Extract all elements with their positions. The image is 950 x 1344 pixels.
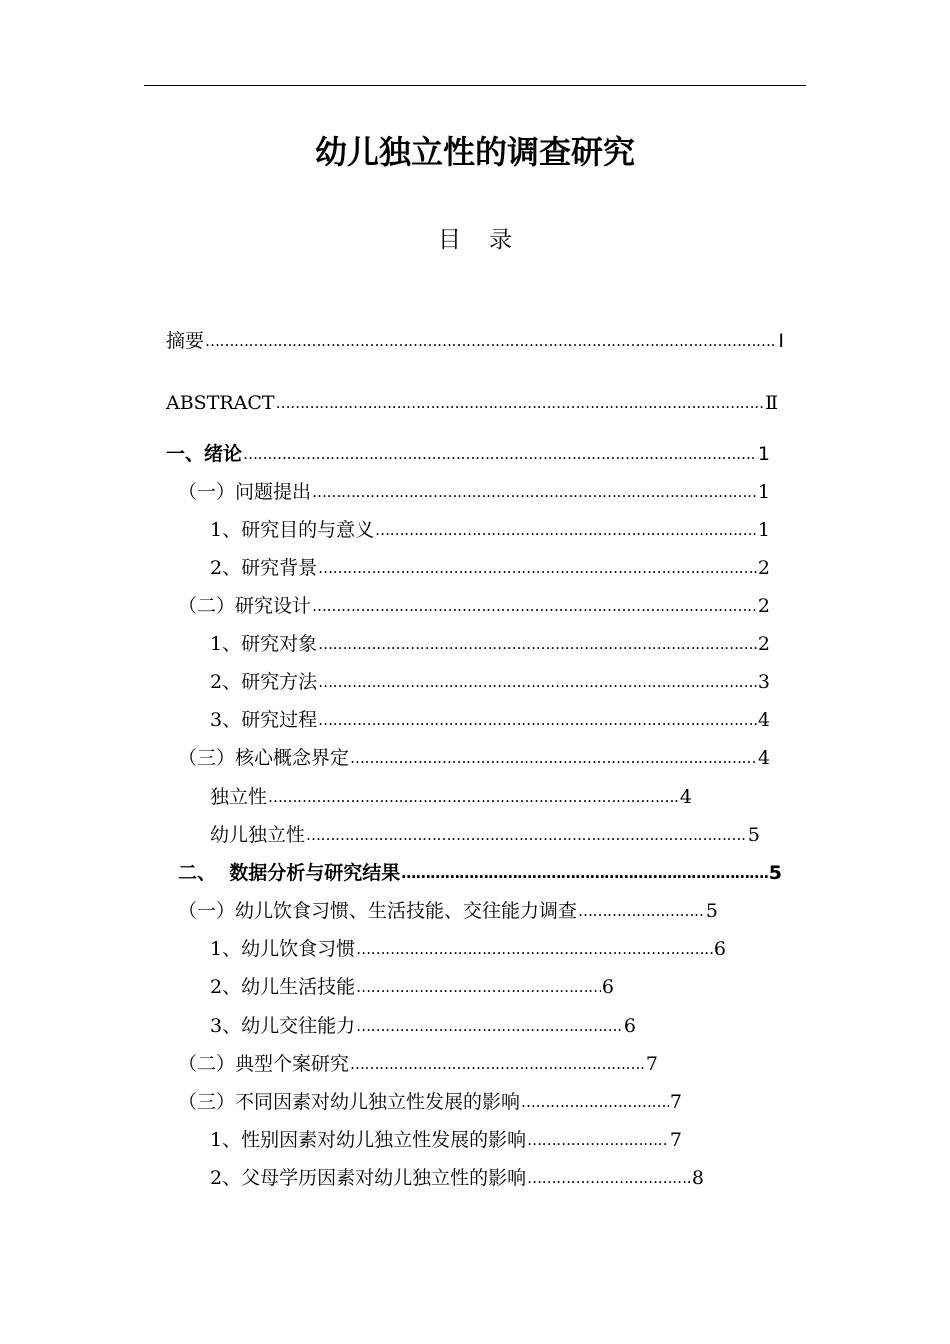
toc-entry-label: 3、研究过程 <box>210 709 318 731</box>
toc-entry-page: 3 <box>757 671 770 693</box>
toc-entry-page: 6 <box>601 976 614 998</box>
toc-entry[interactable] <box>178 743 770 773</box>
toc-entry-label: 1、研究对象 <box>210 633 318 655</box>
toc-entry-label: 摘要 <box>166 330 205 352</box>
toc-entry-label: 2、幼儿生活技能 <box>210 976 356 998</box>
toc-entry-page: 6 <box>713 938 726 960</box>
toc-entry-label: 2、研究方法 <box>210 671 318 693</box>
toc-entry[interactable] <box>210 1125 682 1155</box>
document-title: 幼儿独立性的调查研究 <box>314 133 635 171</box>
toc-entry-label: （一）问题提出 <box>178 481 312 503</box>
toc-entry-page: 7 <box>669 1129 682 1151</box>
toc-entry-label: （三）不同因素对幼儿独立性发展的影响 <box>178 1091 521 1113</box>
toc-entry-page: 1 <box>757 481 770 503</box>
dot-leader <box>527 1125 669 1155</box>
toc-entry-page: 2 <box>757 557 770 579</box>
toc-entry[interactable] <box>178 591 770 621</box>
toc-entry[interactable] <box>210 820 760 850</box>
toc-entry-page: Ⅱ <box>765 392 778 414</box>
dot-leader <box>578 896 705 926</box>
toc-entry-page: 5 <box>705 900 718 922</box>
header-rule <box>144 85 806 86</box>
toc-entry-label: （三）核心概念界定 <box>178 747 350 769</box>
toc-entry[interactable] <box>178 477 770 507</box>
dot-leader <box>318 553 757 583</box>
dot-leader <box>318 629 757 659</box>
dot-leader <box>375 515 757 545</box>
toc-entry[interactable] <box>210 972 614 1002</box>
toc-entry[interactable] <box>178 1087 682 1117</box>
toc-entry[interactable] <box>210 553 770 583</box>
dot-leader <box>312 477 757 507</box>
toc-entry[interactable] <box>210 782 692 812</box>
toc-entry-abstract-en[interactable] <box>166 388 778 418</box>
dot-leader <box>205 326 777 356</box>
toc-heading: 目录 <box>438 227 540 253</box>
toc-entry-page: 1 <box>757 519 770 541</box>
dot-leader <box>312 591 757 621</box>
dot-leader <box>401 858 768 888</box>
toc-entry[interactable] <box>210 1163 704 1193</box>
toc-entry-abstract-cn[interactable] <box>166 326 784 356</box>
toc-entry[interactable] <box>210 515 770 545</box>
toc-entry-page: 8 <box>691 1167 704 1189</box>
toc-entry-label: 2、研究背景 <box>210 557 318 579</box>
dot-leader <box>356 1011 623 1041</box>
dot-leader <box>521 1087 669 1117</box>
toc-entry-label: 独立性 <box>210 786 268 808</box>
dot-leader <box>356 972 601 1002</box>
dot-leader <box>268 782 679 812</box>
toc-entry-label: 2、父母学历因素对幼儿独立性的影响 <box>210 1167 527 1189</box>
toc-entry-page: Ⅰ <box>778 330 784 352</box>
toc-entry-label: 1、幼儿饮食习惯 <box>210 938 356 960</box>
toc-entry-label: 幼儿独立性 <box>210 824 306 846</box>
dot-leader <box>306 820 747 850</box>
toc-entry[interactable] <box>178 896 718 926</box>
dot-leader <box>243 439 757 469</box>
toc-entry-label: 一、绪论 <box>166 443 243 465</box>
dot-leader <box>350 1049 645 1079</box>
toc-entry-page: 6 <box>623 1015 636 1037</box>
toc-entry-label: 二、 数据分析与研究结果 <box>178 862 401 884</box>
toc-entry-page: 4 <box>757 709 770 731</box>
toc-entry-chapter-1[interactable] <box>166 439 770 469</box>
toc-entry-label: ABSTRACT <box>166 392 275 414</box>
toc-entry-label: （二）研究设计 <box>178 595 312 617</box>
toc-entry[interactable] <box>210 629 770 659</box>
toc-entry-page: 7 <box>669 1091 682 1113</box>
toc-entry[interactable] <box>210 667 770 697</box>
toc-entry-page: 5 <box>747 824 760 846</box>
toc-entry-page: 2 <box>757 595 770 617</box>
toc-entry-page: 4 <box>679 786 692 808</box>
toc-entry[interactable] <box>210 705 770 735</box>
toc-entry-chapter-2[interactable] <box>178 858 782 888</box>
toc-entry-page: 4 <box>757 747 770 769</box>
toc-entry-page: 1 <box>757 443 770 465</box>
dot-leader <box>356 934 713 964</box>
dot-leader <box>350 743 757 773</box>
toc-entry-label: （二）典型个案研究 <box>178 1053 350 1075</box>
toc-entry-label: 1、性别因素对幼儿独立性发展的影响 <box>210 1129 527 1151</box>
dot-leader <box>318 667 757 697</box>
dot-leader <box>318 705 757 735</box>
toc-entry[interactable] <box>178 1049 658 1079</box>
dot-leader <box>276 388 764 418</box>
toc-entry-page: 2 <box>757 633 770 655</box>
toc-entry-label: 1、研究目的与意义 <box>210 519 375 541</box>
toc-entry[interactable] <box>210 1011 636 1041</box>
toc-entry-label: 3、幼儿交往能力 <box>210 1015 356 1037</box>
toc-entry-label: （一）幼儿饮食习惯、生活技能、交往能力调查 <box>178 900 578 922</box>
dot-leader <box>527 1163 691 1193</box>
toc-entry[interactable] <box>210 934 726 964</box>
toc-entry-page: 5 <box>768 862 782 884</box>
toc-entry-page: 7 <box>645 1053 658 1075</box>
